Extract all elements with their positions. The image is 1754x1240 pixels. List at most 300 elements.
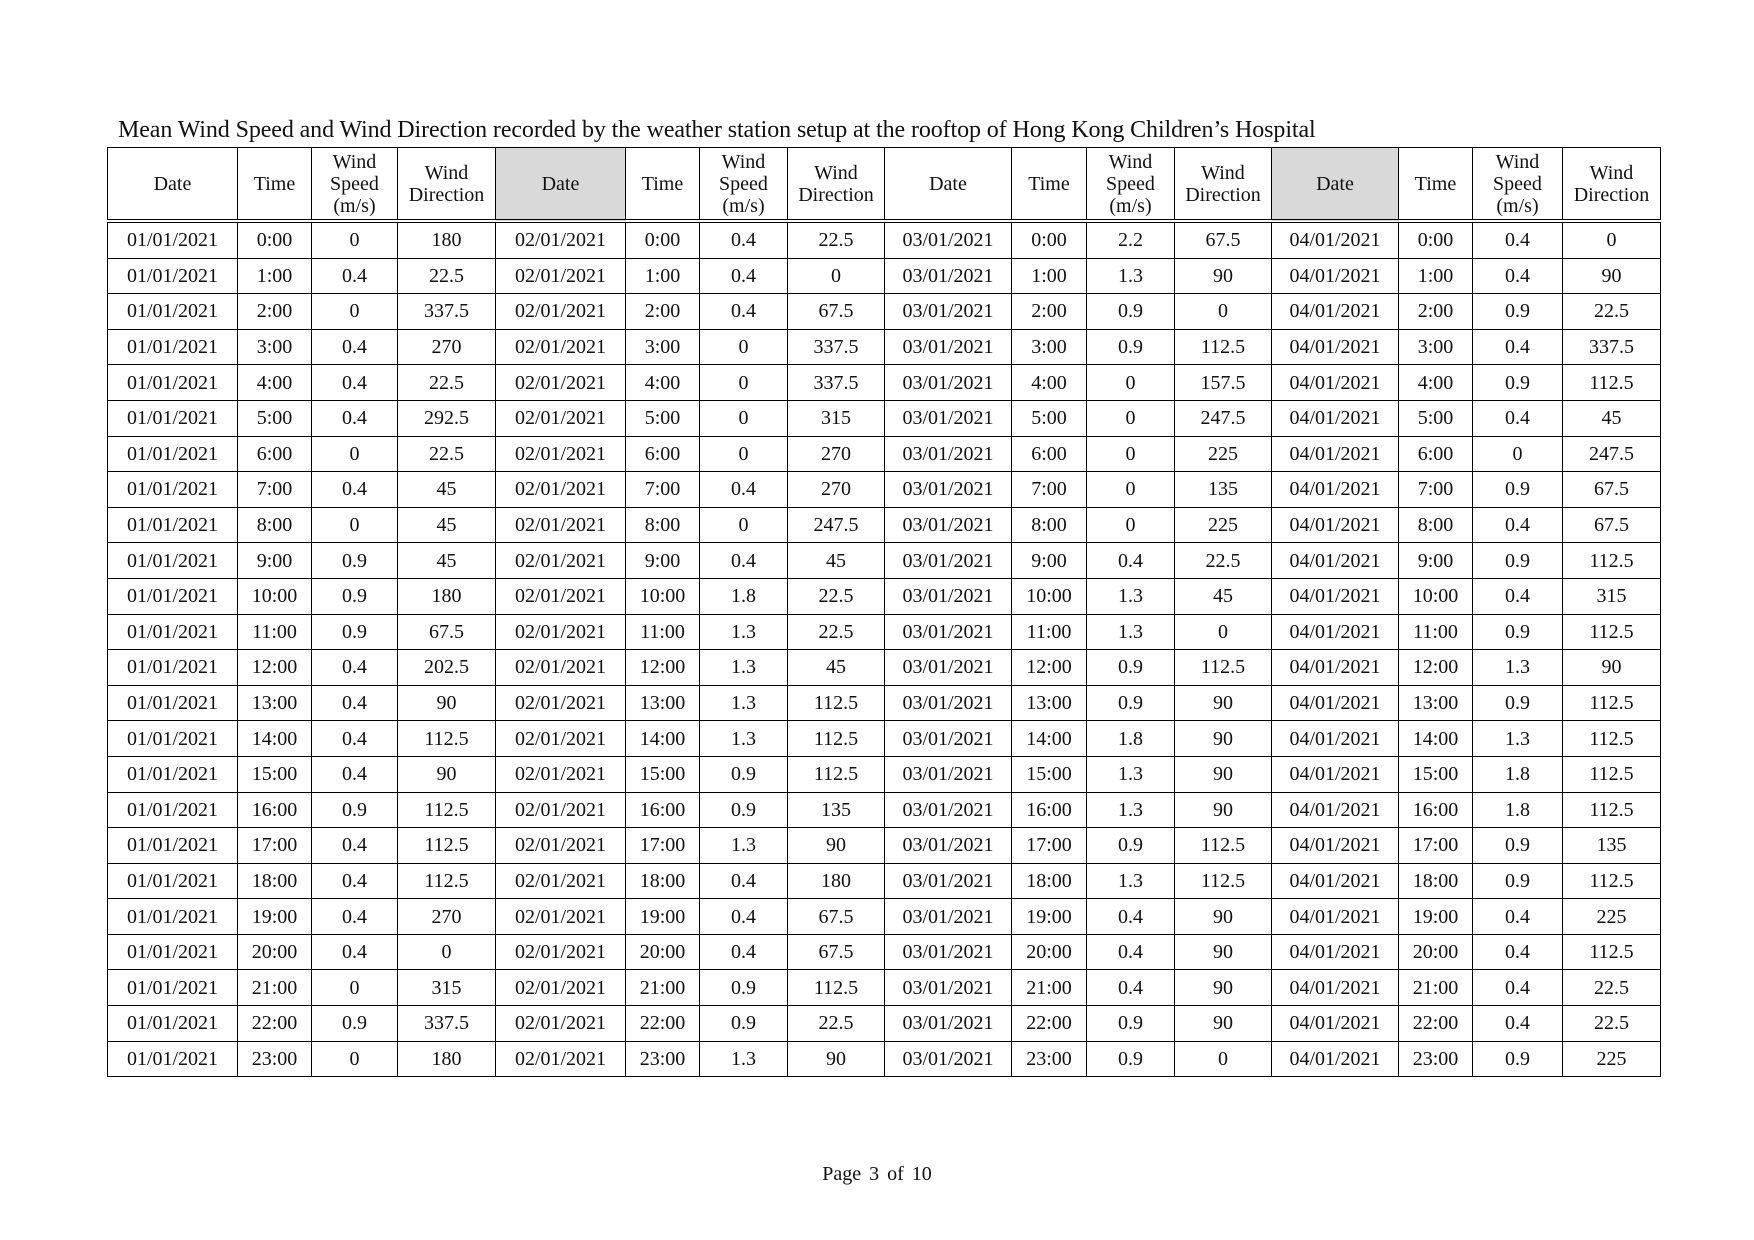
time-cell: 0:00 (1399, 221, 1473, 258)
date-cell: 02/01/2021 (496, 221, 626, 258)
page-current: 3 (869, 1163, 880, 1185)
wind-speed-cell: 0 (1087, 472, 1175, 508)
wind-speed-cell: 0.4 (700, 863, 788, 899)
wind-speed-cell: 0.4 (1473, 578, 1563, 614)
table-row (108, 436, 1661, 472)
date-cell: 04/01/2021 (1272, 543, 1399, 579)
wind-speed-cell: 2.2 (1087, 221, 1175, 258)
time-cell: 19:00 (1012, 899, 1087, 935)
date-cell: 04/01/2021 (1272, 329, 1399, 365)
table-body (108, 221, 1661, 1077)
date-cell: 01/01/2021 (108, 756, 238, 792)
wind-direction-cell: 315 (1563, 578, 1661, 614)
wind-direction-cell: 0 (1175, 294, 1272, 330)
time-cell: 14:00 (1399, 721, 1473, 757)
wind-direction-cell: 90 (788, 828, 885, 864)
wind-speed-cell: 0.4 (1473, 899, 1563, 935)
date-cell: 03/01/2021 (885, 543, 1012, 579)
wind-speed-cell: 0.4 (312, 828, 398, 864)
wind-direction-cell: 270 (788, 436, 885, 472)
time-cell: 12:00 (238, 650, 312, 686)
date-cell: 01/01/2021 (108, 792, 238, 828)
table-row (108, 934, 1661, 970)
date-cell: 02/01/2021 (496, 507, 626, 543)
wind-speed-cell: 0.4 (1473, 934, 1563, 970)
date-cell: 04/01/2021 (1272, 828, 1399, 864)
time-cell: 17:00 (626, 828, 700, 864)
time-cell: 10:00 (1399, 578, 1473, 614)
wind-direction-cell: 90 (1175, 934, 1272, 970)
header-wind-direction-text: Wind (1589, 161, 1634, 184)
wind-direction-cell: 67.5 (398, 614, 496, 650)
time-cell: 9:00 (1012, 543, 1087, 579)
wind-direction-cell: 112.5 (398, 721, 496, 757)
header-time (1012, 148, 1087, 222)
date-cell: 02/01/2021 (496, 1041, 626, 1077)
header-wind-speed (1087, 148, 1175, 222)
time-cell: 18:00 (1012, 863, 1087, 899)
wind-speed-cell: 0.4 (700, 221, 788, 258)
wind-direction-cell: 112.5 (1175, 828, 1272, 864)
wind-speed-cell: 0.4 (1473, 221, 1563, 258)
wind-speed-cell: 0.9 (1087, 1006, 1175, 1042)
date-cell: 01/01/2021 (108, 578, 238, 614)
date-cell: 04/01/2021 (1272, 650, 1399, 686)
wind-direction-cell: 45 (398, 543, 496, 579)
date-cell: 02/01/2021 (496, 543, 626, 579)
time-cell: 17:00 (1399, 828, 1473, 864)
table-row (108, 1006, 1661, 1042)
wind-speed-cell: 0.9 (1473, 365, 1563, 401)
wind-speed-cell: 0 (312, 221, 398, 258)
time-cell: 13:00 (626, 685, 700, 721)
wind-direction-cell: 90 (1175, 756, 1272, 792)
header-wind-direction-text: Direction (408, 183, 485, 206)
time-cell: 3:00 (1399, 329, 1473, 365)
table-row (108, 507, 1661, 543)
wind-speed-cell: 0.4 (312, 863, 398, 899)
time-cell: 0:00 (1012, 221, 1087, 258)
wind-direction-cell: 90 (1175, 721, 1272, 757)
wind-speed-cell: 1.3 (700, 1041, 788, 1077)
time-cell: 2:00 (1399, 294, 1473, 330)
wind-speed-cell: 0.4 (312, 365, 398, 401)
wind-direction-cell: 112.5 (788, 685, 885, 721)
wind-direction-cell: 225 (1563, 899, 1661, 935)
time-cell: 23:00 (1012, 1041, 1087, 1077)
table-row (108, 1041, 1661, 1077)
wind-direction-cell: 180 (398, 578, 496, 614)
wind-direction-cell: 22.5 (788, 221, 885, 258)
wind-speed-cell: 0.4 (700, 472, 788, 508)
header-wind-speed-text: Wind (332, 150, 377, 173)
header-wind-speed-text: (m/s) (722, 194, 765, 217)
wind-direction-cell: 90 (398, 756, 496, 792)
wind-direction-cell: 337.5 (788, 329, 885, 365)
date-cell: 03/01/2021 (885, 650, 1012, 686)
wind-speed-cell: 0.4 (312, 721, 398, 757)
wind-direction-cell: 225 (1175, 507, 1272, 543)
date-cell: 04/01/2021 (1272, 400, 1399, 436)
time-cell: 18:00 (238, 863, 312, 899)
wind-direction-cell: 67.5 (788, 934, 885, 970)
time-cell: 7:00 (626, 472, 700, 508)
time-cell: 23:00 (1399, 1041, 1473, 1077)
wind-direction-cell: 270 (398, 899, 496, 935)
wind-direction-cell: 67.5 (1563, 507, 1661, 543)
time-cell: 15:00 (1399, 756, 1473, 792)
header-wind-speed-text: Speed (330, 172, 379, 195)
wind-speed-cell: 0.9 (700, 970, 788, 1006)
wind-direction-cell: 112.5 (1175, 329, 1272, 365)
table-row (108, 970, 1661, 1006)
wind-speed-cell: 0.9 (312, 792, 398, 828)
wind-speed-cell: 0 (312, 507, 398, 543)
wind-direction-cell: 0 (788, 258, 885, 294)
wind-speed-cell: 0.9 (1087, 294, 1175, 330)
date-cell: 02/01/2021 (496, 934, 626, 970)
date-cell: 03/01/2021 (885, 436, 1012, 472)
header-wind-speed (700, 148, 788, 222)
wind-direction-cell: 0 (1175, 614, 1272, 650)
wind-speed-cell: 0 (700, 400, 788, 436)
time-cell: 19:00 (626, 899, 700, 935)
table-row (108, 365, 1661, 401)
time-cell: 20:00 (626, 934, 700, 970)
wind-speed-cell: 1.3 (1087, 258, 1175, 294)
date-cell: 02/01/2021 (496, 756, 626, 792)
wind-direction-cell: 90 (1175, 970, 1272, 1006)
wind-direction-cell: 22.5 (1563, 1006, 1661, 1042)
date-cell: 02/01/2021 (496, 863, 626, 899)
wind-speed-cell: 0.4 (700, 543, 788, 579)
wind-speed-cell: 0.4 (312, 685, 398, 721)
wind-direction-cell: 292.5 (398, 400, 496, 436)
header-time-text: Time (1028, 172, 1070, 195)
wind-direction-cell: 22.5 (788, 614, 885, 650)
time-cell: 8:00 (626, 507, 700, 543)
date-cell: 02/01/2021 (496, 436, 626, 472)
date-cell: 04/01/2021 (1272, 934, 1399, 970)
time-cell: 18:00 (626, 863, 700, 899)
wind-direction-cell: 225 (1563, 1041, 1661, 1077)
wind-direction-cell: 112.5 (788, 721, 885, 757)
wind-speed-cell: 0 (312, 436, 398, 472)
page-of-label: of (887, 1163, 904, 1185)
wind-direction-cell: 112.5 (398, 828, 496, 864)
date-cell: 04/01/2021 (1272, 221, 1399, 258)
time-cell: 1:00 (238, 258, 312, 294)
header-wind-speed-text: (m/s) (1109, 194, 1152, 217)
header-wind-speed-text: Wind (1108, 150, 1153, 173)
date-cell: 02/01/2021 (496, 578, 626, 614)
wind-speed-cell: 1.3 (1087, 578, 1175, 614)
time-cell: 0:00 (626, 221, 700, 258)
page-label: Page (822, 1163, 862, 1185)
wind-speed-cell: 1.3 (1087, 756, 1175, 792)
header-date-text: Date (1316, 172, 1354, 195)
time-cell: 12:00 (1399, 650, 1473, 686)
date-cell: 03/01/2021 (885, 221, 1012, 258)
header-wind-direction (788, 148, 885, 222)
header-date-text: Date (153, 172, 192, 195)
wind-speed-cell: 0.4 (1087, 934, 1175, 970)
table-row (108, 650, 1661, 686)
wind-direction-cell: 67.5 (788, 294, 885, 330)
time-cell: 20:00 (238, 934, 312, 970)
wind-direction-cell: 180 (788, 863, 885, 899)
date-cell: 04/01/2021 (1272, 721, 1399, 757)
date-cell: 01/01/2021 (108, 721, 238, 757)
date-cell: 01/01/2021 (108, 329, 238, 365)
time-cell: 8:00 (238, 507, 312, 543)
time-cell: 12:00 (1012, 650, 1087, 686)
table-row (108, 756, 1661, 792)
date-cell: 01/01/2021 (108, 400, 238, 436)
wind-speed-cell: 0 (1087, 436, 1175, 472)
table-row (108, 614, 1661, 650)
wind-speed-cell: 0 (700, 436, 788, 472)
wind-speed-cell: 0 (1473, 436, 1563, 472)
time-cell: 14:00 (626, 721, 700, 757)
time-cell: 16:00 (1399, 792, 1473, 828)
time-cell: 8:00 (1399, 507, 1473, 543)
date-cell: 04/01/2021 (1272, 258, 1399, 294)
header-date-text: Date (929, 172, 967, 195)
wind-speed-cell: 0.4 (1473, 970, 1563, 1006)
wind-direction-cell: 22.5 (398, 258, 496, 294)
wind-speed-cell: 0.9 (700, 1006, 788, 1042)
wind-direction-cell: 112.5 (1563, 543, 1661, 579)
wind-speed-cell: 0.9 (1473, 1041, 1563, 1077)
wind-direction-cell: 67.5 (1563, 472, 1661, 508)
wind-data-table (107, 147, 1661, 1077)
time-cell: 17:00 (1012, 828, 1087, 864)
wind-speed-cell: 0.9 (1473, 828, 1563, 864)
date-cell: 04/01/2021 (1272, 792, 1399, 828)
date-cell: 03/01/2021 (885, 578, 1012, 614)
wind-direction-cell: 67.5 (1175, 221, 1272, 258)
date-cell: 01/01/2021 (108, 1006, 238, 1042)
time-cell: 13:00 (238, 685, 312, 721)
time-cell: 4:00 (626, 365, 700, 401)
time-cell: 3:00 (238, 329, 312, 365)
wind-direction-cell: 112.5 (1563, 934, 1661, 970)
wind-speed-cell: 0.9 (312, 614, 398, 650)
wind-speed-cell: 0.4 (1087, 899, 1175, 935)
date-cell: 03/01/2021 (885, 1041, 1012, 1077)
wind-direction-cell: 22.5 (788, 1006, 885, 1042)
time-cell: 7:00 (1399, 472, 1473, 508)
date-cell: 03/01/2021 (885, 294, 1012, 330)
wind-direction-cell: 0 (398, 934, 496, 970)
date-cell: 01/01/2021 (108, 685, 238, 721)
date-cell: 04/01/2021 (1272, 1041, 1399, 1077)
wind-direction-cell: 112.5 (1175, 650, 1272, 686)
wind-speed-cell: 1.8 (1087, 721, 1175, 757)
wind-direction-cell: 337.5 (398, 294, 496, 330)
date-cell: 04/01/2021 (1272, 756, 1399, 792)
time-cell: 9:00 (238, 543, 312, 579)
time-cell: 10:00 (238, 578, 312, 614)
date-cell: 03/01/2021 (885, 756, 1012, 792)
wind-speed-cell: 0.9 (1473, 863, 1563, 899)
wind-speed-cell: 0.9 (1473, 543, 1563, 579)
wind-speed-cell: 0 (700, 507, 788, 543)
wind-direction-cell: 90 (788, 1041, 885, 1077)
wind-speed-cell: 0.4 (1473, 1006, 1563, 1042)
date-cell: 01/01/2021 (108, 507, 238, 543)
wind-speed-cell: 0.9 (1473, 294, 1563, 330)
time-cell: 3:00 (626, 329, 700, 365)
wind-speed-cell: 0.9 (1473, 472, 1563, 508)
wind-direction-cell: 112.5 (1563, 365, 1661, 401)
date-cell: 03/01/2021 (885, 472, 1012, 508)
time-cell: 2:00 (626, 294, 700, 330)
time-cell: 22:00 (238, 1006, 312, 1042)
time-cell: 15:00 (626, 756, 700, 792)
header-wind-direction-text: Wind (424, 161, 469, 184)
wind-direction-cell: 112.5 (1563, 756, 1661, 792)
wind-direction-cell: 45 (398, 472, 496, 508)
wind-speed-cell: 0.9 (1087, 329, 1175, 365)
wind-direction-cell: 157.5 (1175, 365, 1272, 401)
time-cell: 22:00 (626, 1006, 700, 1042)
time-cell: 14:00 (1012, 721, 1087, 757)
date-cell: 03/01/2021 (885, 329, 1012, 365)
wind-speed-cell: 0 (1087, 507, 1175, 543)
wind-direction-cell: 202.5 (398, 650, 496, 686)
date-cell: 03/01/2021 (885, 365, 1012, 401)
wind-direction-cell: 112.5 (398, 863, 496, 899)
wind-direction-cell: 337.5 (398, 1006, 496, 1042)
table-row (108, 329, 1661, 365)
wind-direction-cell: 0 (1175, 1041, 1272, 1077)
date-cell: 03/01/2021 (885, 614, 1012, 650)
time-cell: 1:00 (1399, 258, 1473, 294)
time-cell: 7:00 (238, 472, 312, 508)
date-cell: 01/01/2021 (108, 1041, 238, 1077)
date-cell: 02/01/2021 (496, 258, 626, 294)
wind-speed-cell: 0.4 (700, 258, 788, 294)
date-cell: 01/01/2021 (108, 863, 238, 899)
wind-direction-cell: 90 (398, 685, 496, 721)
header-wind-speed-text: (m/s) (333, 194, 376, 217)
time-cell: 15:00 (1012, 756, 1087, 792)
date-cell: 03/01/2021 (885, 400, 1012, 436)
wind-speed-cell: 0.4 (1473, 400, 1563, 436)
wind-speed-cell: 0.4 (312, 756, 398, 792)
header-row (108, 148, 1661, 222)
time-cell: 21:00 (626, 970, 700, 1006)
time-cell: 21:00 (238, 970, 312, 1006)
wind-direction-cell: 45 (398, 507, 496, 543)
date-cell: 02/01/2021 (496, 970, 626, 1006)
date-cell: 01/01/2021 (108, 221, 238, 258)
time-cell: 19:00 (238, 899, 312, 935)
time-cell: 12:00 (626, 650, 700, 686)
wind-speed-cell: 0.4 (312, 934, 398, 970)
table-row (108, 400, 1661, 436)
wind-direction-cell: 45 (1563, 400, 1661, 436)
date-cell: 02/01/2021 (496, 294, 626, 330)
wind-speed-cell: 0.4 (1087, 970, 1175, 1006)
wind-direction-cell: 337.5 (788, 365, 885, 401)
time-cell: 19:00 (1399, 899, 1473, 935)
date-cell: 02/01/2021 (496, 1006, 626, 1042)
date-cell: 04/01/2021 (1272, 1006, 1399, 1042)
time-cell: 6:00 (238, 436, 312, 472)
wind-direction-cell: 112.5 (398, 792, 496, 828)
wind-speed-cell: 0.4 (700, 899, 788, 935)
date-cell: 03/01/2021 (885, 863, 1012, 899)
header-wind-direction (398, 148, 496, 222)
wind-speed-cell: 0 (700, 365, 788, 401)
wind-speed-cell: 1.3 (700, 614, 788, 650)
time-cell: 22:00 (1399, 1006, 1473, 1042)
table-row (108, 828, 1661, 864)
date-cell: 04/01/2021 (1272, 472, 1399, 508)
header-wind-direction-text: Direction (798, 183, 874, 206)
time-cell: 17:00 (238, 828, 312, 864)
time-cell: 10:00 (1012, 578, 1087, 614)
date-cell: 01/01/2021 (108, 828, 238, 864)
header-date (496, 148, 626, 222)
wind-direction-cell: 135 (1175, 472, 1272, 508)
date-cell: 04/01/2021 (1272, 365, 1399, 401)
date-cell: 01/01/2021 (108, 436, 238, 472)
wind-speed-cell: 0 (1087, 400, 1175, 436)
wind-speed-cell: 0.4 (312, 650, 398, 686)
wind-speed-cell: 1.3 (1087, 863, 1175, 899)
wind-speed-cell: 0.4 (700, 294, 788, 330)
date-cell: 04/01/2021 (1272, 294, 1399, 330)
time-cell: 1:00 (626, 258, 700, 294)
date-cell: 03/01/2021 (885, 685, 1012, 721)
wind-direction-cell: 90 (1175, 1006, 1272, 1042)
date-cell: 02/01/2021 (496, 472, 626, 508)
header-wind-direction-text: Direction (1573, 183, 1650, 206)
date-cell: 01/01/2021 (108, 258, 238, 294)
wind-speed-cell: 0.9 (1087, 828, 1175, 864)
time-cell: 5:00 (626, 400, 700, 436)
wind-direction-cell: 180 (398, 1041, 496, 1077)
date-cell: 02/01/2021 (496, 899, 626, 935)
wind-speed-cell: 0.9 (1473, 614, 1563, 650)
wind-direction-cell: 22.5 (788, 578, 885, 614)
wind-speed-cell: 0 (312, 970, 398, 1006)
wind-speed-cell: 0.4 (312, 400, 398, 436)
date-cell: 03/01/2021 (885, 828, 1012, 864)
date-cell: 01/01/2021 (108, 294, 238, 330)
wind-direction-cell: 337.5 (1563, 329, 1661, 365)
wind-direction-cell: 90 (1563, 650, 1661, 686)
date-cell: 04/01/2021 (1272, 685, 1399, 721)
wind-speed-cell: 0.9 (312, 578, 398, 614)
header-time (1399, 148, 1473, 222)
wind-speed-cell: 1.3 (1473, 650, 1563, 686)
table-row (108, 863, 1661, 899)
wind-direction-cell: 112.5 (1563, 792, 1661, 828)
wind-speed-cell: 0.4 (1087, 543, 1175, 579)
wind-direction-cell: 90 (1175, 258, 1272, 294)
table-row (108, 472, 1661, 508)
header-wind-speed-text: Speed (1106, 172, 1155, 195)
wind-direction-cell: 90 (1175, 792, 1272, 828)
date-cell: 04/01/2021 (1272, 507, 1399, 543)
time-cell: 5:00 (1399, 400, 1473, 436)
time-cell: 23:00 (238, 1041, 312, 1077)
